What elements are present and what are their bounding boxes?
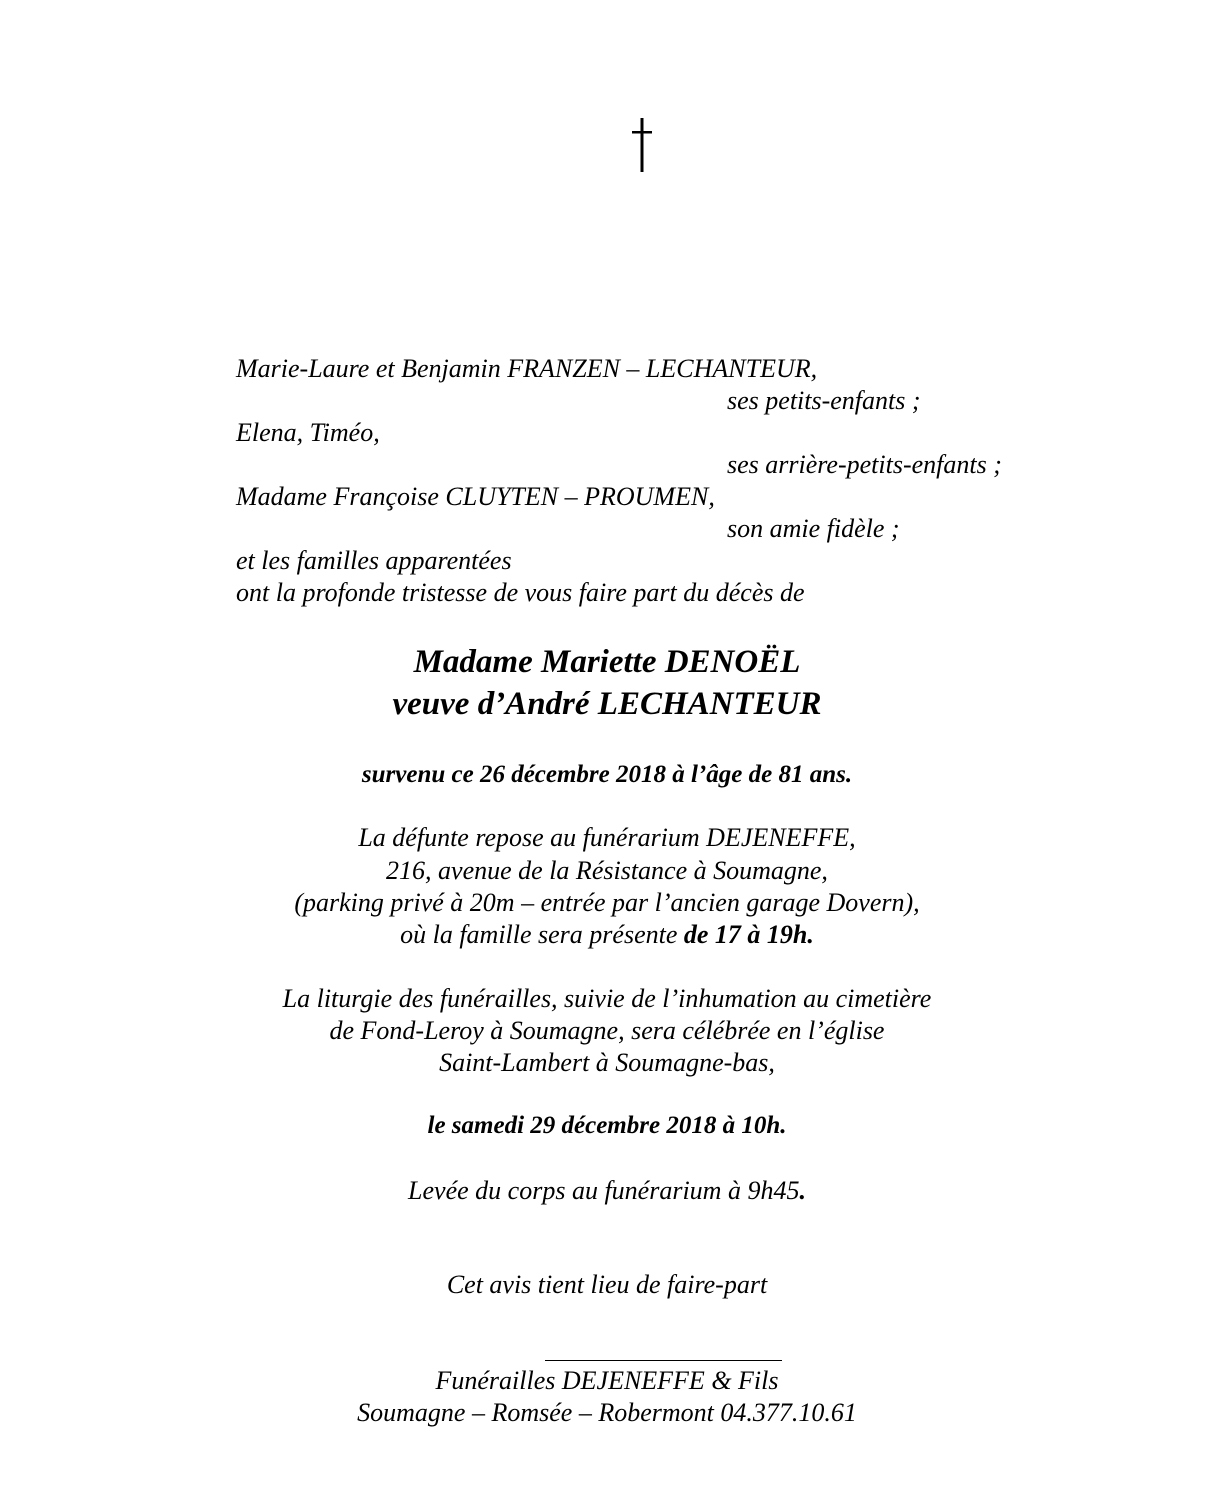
ceremony-date: le samedi 29 décembre 2018 à 10h.: [427, 1112, 787, 1139]
visiting-hours-prefix: où la famille sera présente: [400, 920, 684, 949]
deceased-widow-of: veuve d’André LECHANTEUR: [392, 686, 822, 722]
liturgy-line: de Fond-Leroy à Soumagne, sera célébrée en l’église: [329, 1016, 885, 1045]
rest-address-line: 216, avenue de la Résistance à Soumagne,: [386, 856, 828, 885]
announcement-line: ont la profonde tristesse de vous faire part du décès de: [236, 578, 805, 607]
family-member-relation: ses arrière-petits-enfants ;: [727, 450, 1002, 479]
family-member-name: Elena, Timéo,: [236, 418, 380, 447]
levee-period: .: [799, 1176, 806, 1205]
liturgy-line: La liturgie des funérailles, suivie de l’inhumation au cimetière: [282, 984, 932, 1013]
levee-text: Levée du corps au funérarium à 9h45: [408, 1176, 800, 1205]
family-member-name: Madame Françoise CLUYTEN – PROUMEN,: [236, 482, 715, 511]
notice-line: Cet avis tient lieu de faire-part: [446, 1270, 768, 1299]
family-member-relation: son amie fidèle ;: [727, 514, 900, 543]
visiting-hours: de 17 à 19h.: [683, 920, 814, 949]
deceased-name: Madame Mariette DENOËL: [413, 644, 801, 680]
funeral-home-locations: Soumagne – Romsée – Robermont 04.377.10.61: [357, 1398, 857, 1427]
funeral-home-name: Funérailles DEJENEFFE & Fils: [435, 1366, 779, 1395]
latin-cross-icon: [620, 118, 664, 172]
visiting-hours-line: [0, 922, 1214, 948]
related-families-line: et les familles apparentées: [236, 546, 512, 575]
levee-line: [0, 1178, 1214, 1204]
rest-parking-line: (parking privé à 20m – entrée par l’ancien garage Dovern),: [294, 888, 920, 917]
death-date-line: survenu ce 26 décembre 2018 à l’âge de 81 ans.: [361, 761, 853, 788]
liturgy-line: Saint-Lambert à Soumagne-bas,: [439, 1048, 775, 1077]
family-member-name: Marie-Laure et Benjamin FRANZEN – LECHANTEUR,: [236, 354, 818, 383]
family-member-relation: ses petits-enfants ;: [727, 386, 921, 415]
signature-divider: [545, 1360, 782, 1361]
rest-location-line: La défunte repose au funérarium DEJENEFFE,: [358, 823, 856, 852]
